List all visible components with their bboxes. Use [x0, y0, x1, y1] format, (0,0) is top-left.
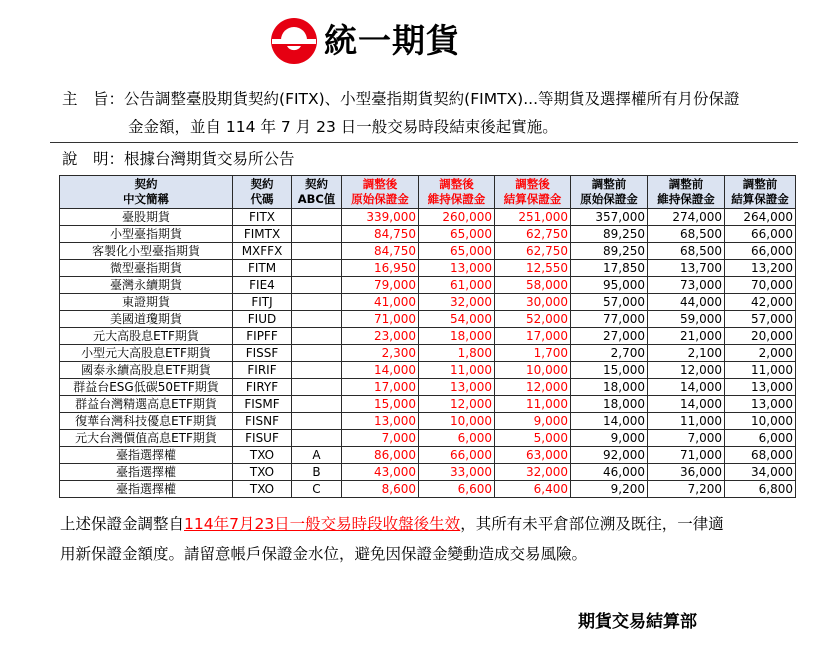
cell-old-maintenance: 14,000 [648, 379, 725, 396]
table-row [60, 243, 796, 260]
cell-old-maintenance: 68,500 [648, 243, 725, 260]
cell-code: FIUD [233, 311, 292, 328]
table-row [60, 362, 796, 379]
cell-new-clearing: 9,000 [495, 413, 571, 430]
cell-name: 群益台ESG低碳50ETF期貨 [60, 379, 233, 396]
header-name: 契約 中文簡稱 [60, 176, 233, 209]
cell-abc [292, 413, 342, 430]
cell-new-initial: 43,000 [342, 464, 419, 481]
cell-old-initial: 9,200 [571, 481, 648, 498]
cell-new-initial: 79,000 [342, 277, 419, 294]
cell-old-clearing: 10,000 [725, 413, 796, 430]
cell-old-clearing: 2,000 [725, 345, 796, 362]
cell-code: MXFFX [233, 243, 292, 260]
cell-old-maintenance: 7,000 [648, 430, 725, 447]
table-row [60, 464, 796, 481]
cell-new-maintenance: 33,000 [419, 464, 495, 481]
cell-new-initial: 71,000 [342, 311, 419, 328]
cell-abc [292, 396, 342, 413]
cell-code: FITJ [233, 294, 292, 311]
cell-name: 美國道瓊期貨 [60, 311, 233, 328]
cell-new-maintenance: 13,000 [419, 379, 495, 396]
header-old-initial: 調整前 原始保證金 [571, 176, 648, 209]
cell-new-clearing: 1,700 [495, 345, 571, 362]
table-row [60, 396, 796, 413]
table-row [60, 345, 796, 362]
cell-code: FIRIF [233, 362, 292, 379]
cell-name: 東證期貨 [60, 294, 233, 311]
cell-new-initial: 16,950 [342, 260, 419, 277]
cell-new-initial: 2,300 [342, 345, 419, 362]
cell-code: FITM [233, 260, 292, 277]
table-body [60, 209, 796, 498]
cell-new-clearing: 10,000 [495, 362, 571, 379]
cell-old-clearing: 13,000 [725, 396, 796, 413]
cell-abc [292, 430, 342, 447]
cell-abc [292, 277, 342, 294]
cell-new-maintenance: 13,000 [419, 260, 495, 277]
cell-code: FISMF [233, 396, 292, 413]
cell-code: FIE4 [233, 277, 292, 294]
cell-old-clearing: 34,000 [725, 464, 796, 481]
cell-abc [292, 294, 342, 311]
cell-old-clearing: 68,000 [725, 447, 796, 464]
explanation-label: 說 明： [62, 150, 125, 168]
cell-old-maintenance: 13,700 [648, 260, 725, 277]
company-logo [268, 16, 460, 66]
cell-old-initial: 9,000 [571, 430, 648, 447]
cell-name: 臺灣永續期貨 [60, 277, 233, 294]
table-row [60, 413, 796, 430]
header-new-initial: 調整後 原始保證金 [342, 176, 419, 209]
cell-old-initial: 89,250 [571, 226, 648, 243]
cell-new-maintenance: 10,000 [419, 413, 495, 430]
cell-new-clearing: 62,750 [495, 226, 571, 243]
cell-new-maintenance: 6,000 [419, 430, 495, 447]
cell-old-initial: 18,000 [571, 379, 648, 396]
cell-old-maintenance: 36,000 [648, 464, 725, 481]
cell-name: 臺指選擇權 [60, 481, 233, 498]
table-row [60, 209, 796, 226]
cell-old-initial: 92,000 [571, 447, 648, 464]
table-row [60, 481, 796, 498]
explanation-line [62, 148, 295, 170]
cell-old-initial: 17,850 [571, 260, 648, 277]
cell-old-initial: 95,000 [571, 277, 648, 294]
cell-code: FITX [233, 209, 292, 226]
cell-old-clearing: 6,800 [725, 481, 796, 498]
cell-name: 群益台灣精選高息ETF期貨 [60, 396, 233, 413]
cell-new-clearing: 17,000 [495, 328, 571, 345]
cell-old-maintenance: 7,200 [648, 481, 725, 498]
cell-abc: A [292, 447, 342, 464]
header-new-maintenance: 調整後 維持保證金 [419, 176, 495, 209]
cell-new-initial: 17,000 [342, 379, 419, 396]
cell-old-initial: 15,000 [571, 362, 648, 379]
cell-new-maintenance: 65,000 [419, 243, 495, 260]
cell-new-clearing: 32,000 [495, 464, 571, 481]
footer-text-2: 用新保證金額度。請留意帳戶保證金水位，避免因保證金變動造成交易風險。 [60, 545, 588, 563]
subject-text-1: 公告調整臺股期貨契約(FITX)、小型臺指期貨契約(FIMTX)...等期貨及選擇權所有月份保證 [124, 90, 740, 108]
cell-new-maintenance: 18,000 [419, 328, 495, 345]
cell-code: FIMTX [233, 226, 292, 243]
cell-old-maintenance: 44,000 [648, 294, 725, 311]
cell-abc [292, 311, 342, 328]
cell-new-clearing: 12,000 [495, 379, 571, 396]
cell-new-initial: 15,000 [342, 396, 419, 413]
cell-old-maintenance: 12,000 [648, 362, 725, 379]
cell-name: 元大台灣價值高息ETF期貨 [60, 430, 233, 447]
cell-new-initial: 8,600 [342, 481, 419, 498]
cell-name: 臺股期貨 [60, 209, 233, 226]
header-code: 契約 代碼 [233, 176, 292, 209]
cell-old-maintenance: 73,000 [648, 277, 725, 294]
cell-new-initial: 7,000 [342, 430, 419, 447]
cell-old-clearing: 13,000 [725, 379, 796, 396]
cell-name: 微型臺指期貨 [60, 260, 233, 277]
cell-new-initial: 339,000 [342, 209, 419, 226]
cell-old-clearing: 13,200 [725, 260, 796, 277]
uni-president-logo-icon [268, 16, 320, 66]
cell-old-clearing: 11,000 [725, 362, 796, 379]
cell-new-clearing: 30,000 [495, 294, 571, 311]
cell-old-initial: 357,000 [571, 209, 648, 226]
cell-code: FISUF [233, 430, 292, 447]
cell-new-initial: 86,000 [342, 447, 419, 464]
subject-line-2 [128, 116, 558, 138]
table-row [60, 447, 796, 464]
cell-name: 臺指選擇權 [60, 464, 233, 481]
margin-table [59, 175, 796, 498]
subject-line-1 [62, 88, 740, 110]
cell-old-clearing: 66,000 [725, 243, 796, 260]
table-row [60, 260, 796, 277]
cell-old-initial: 27,000 [571, 328, 648, 345]
cell-name: 臺指選擇權 [60, 447, 233, 464]
cell-new-maintenance: 6,600 [419, 481, 495, 498]
footer-line-2 [60, 543, 587, 565]
cell-abc: B [292, 464, 342, 481]
cell-new-clearing: 63,000 [495, 447, 571, 464]
table-row [60, 226, 796, 243]
table-header-row [60, 176, 796, 209]
cell-old-maintenance: 68,500 [648, 226, 725, 243]
cell-old-initial: 77,000 [571, 311, 648, 328]
cell-name: 客製化小型臺指期貨 [60, 243, 233, 260]
cell-old-clearing: 6,000 [725, 430, 796, 447]
cell-name: 國泰永續高股息ETF期貨 [60, 362, 233, 379]
cell-abc [292, 260, 342, 277]
effective-date-highlight: 114年7月23日一般交易時段收盤後生效 [184, 515, 461, 533]
table-row [60, 294, 796, 311]
cell-new-clearing: 11,000 [495, 396, 571, 413]
cell-new-initial: 14,000 [342, 362, 419, 379]
cell-old-initial: 57,000 [571, 294, 648, 311]
cell-old-initial: 89,250 [571, 243, 648, 260]
cell-new-initial: 13,000 [342, 413, 419, 430]
company-name: 統一期貨 [324, 21, 460, 60]
cell-abc [292, 243, 342, 260]
cell-old-initial: 14,000 [571, 413, 648, 430]
cell-new-clearing: 5,000 [495, 430, 571, 447]
footer-text-after: ，其所有未平倉部位溯及既往，一律適 [460, 515, 724, 533]
subject-text-2: 金金額，並自 114 年 7 月 23 日一般交易時段結束後起實施。 [128, 118, 558, 136]
cell-new-maintenance: 260,000 [419, 209, 495, 226]
cell-new-clearing: 251,000 [495, 209, 571, 226]
cell-new-clearing: 6,400 [495, 481, 571, 498]
table-row [60, 311, 796, 328]
cell-name: 復華台灣科技優息ETF期貨 [60, 413, 233, 430]
cell-abc [292, 226, 342, 243]
cell-old-initial: 46,000 [571, 464, 648, 481]
cell-code: TXO [233, 464, 292, 481]
cell-abc [292, 209, 342, 226]
table-row [60, 430, 796, 447]
cell-abc [292, 345, 342, 362]
header-abc: 契約 ABC值 [292, 176, 342, 209]
cell-old-maintenance: 2,100 [648, 345, 725, 362]
cell-new-initial: 84,750 [342, 226, 419, 243]
cell-abc [292, 379, 342, 396]
cell-old-clearing: 57,000 [725, 311, 796, 328]
cell-code: FIPFF [233, 328, 292, 345]
cell-old-clearing: 42,000 [725, 294, 796, 311]
cell-new-maintenance: 65,000 [419, 226, 495, 243]
cell-old-initial: 2,700 [571, 345, 648, 362]
cell-old-initial: 18,000 [571, 396, 648, 413]
cell-new-maintenance: 11,000 [419, 362, 495, 379]
cell-abc [292, 328, 342, 345]
cell-old-maintenance: 14,000 [648, 396, 725, 413]
footer-text-before: 上述保證金調整自 [60, 515, 185, 533]
department-signature: 期貨交易結算部 [578, 612, 697, 632]
cell-code: TXO [233, 447, 292, 464]
cell-new-clearing: 12,550 [495, 260, 571, 277]
footer-line-1 [60, 513, 724, 535]
cell-code: TXO [233, 481, 292, 498]
cell-old-clearing: 66,000 [725, 226, 796, 243]
cell-new-maintenance: 54,000 [419, 311, 495, 328]
table-row [60, 277, 796, 294]
cell-new-maintenance: 61,000 [419, 277, 495, 294]
cell-old-clearing: 20,000 [725, 328, 796, 345]
explanation-text: 根據台灣期貨交易所公告 [124, 150, 295, 168]
table-row [60, 379, 796, 396]
header-old-clearing: 調整前 結算保證金 [725, 176, 796, 209]
cell-new-maintenance: 32,000 [419, 294, 495, 311]
divider-line [50, 142, 798, 143]
cell-code: FISSF [233, 345, 292, 362]
cell-new-clearing: 62,750 [495, 243, 571, 260]
cell-old-maintenance: 71,000 [648, 447, 725, 464]
cell-old-maintenance: 11,000 [648, 413, 725, 430]
cell-new-maintenance: 12,000 [419, 396, 495, 413]
table-row [60, 328, 796, 345]
cell-name: 小型臺指期貨 [60, 226, 233, 243]
cell-new-initial: 41,000 [342, 294, 419, 311]
cell-abc: C [292, 481, 342, 498]
cell-old-maintenance: 21,000 [648, 328, 725, 345]
header-new-clearing: 調整後 結算保證金 [495, 176, 571, 209]
subject-label: 主 旨： [62, 90, 125, 108]
header-old-maintenance: 調整前 維持保證金 [648, 176, 725, 209]
cell-old-maintenance: 59,000 [648, 311, 725, 328]
cell-old-clearing: 264,000 [725, 209, 796, 226]
cell-new-initial: 84,750 [342, 243, 419, 260]
cell-name: 元大高股息ETF期貨 [60, 328, 233, 345]
cell-old-clearing: 70,000 [725, 277, 796, 294]
cell-new-maintenance: 1,800 [419, 345, 495, 362]
cell-new-clearing: 52,000 [495, 311, 571, 328]
cell-old-maintenance: 274,000 [648, 209, 725, 226]
cell-abc [292, 362, 342, 379]
cell-code: FISNF [233, 413, 292, 430]
cell-name: 小型元大高股息ETF期貨 [60, 345, 233, 362]
cell-new-maintenance: 66,000 [419, 447, 495, 464]
cell-new-clearing: 58,000 [495, 277, 571, 294]
cell-code: FIRYF [233, 379, 292, 396]
cell-new-initial: 23,000 [342, 328, 419, 345]
